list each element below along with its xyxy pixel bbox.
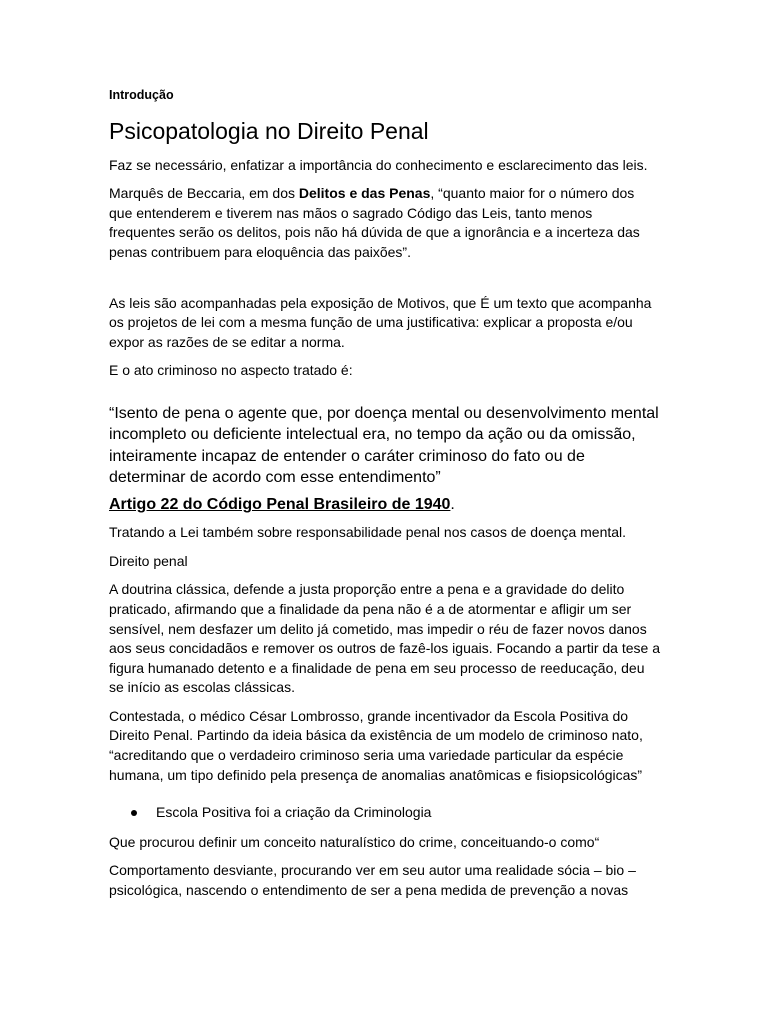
document-title: Psicopatologia no Direito Penal: [109, 117, 429, 144]
section-label: Introdução: [109, 88, 174, 102]
paragraph-importance: Faz se necessário, enfatizar a importância do conhecimento e esclarecimento das leis.: [109, 156, 648, 173]
bullet-item-text: Escola Positiva foi a criação da Criminologia: [156, 804, 432, 821]
paragraph-exposicao-motivos: As leis são acompanhadas pela exposição de Motivos, que É um texto que acompanha os projetos de lei com a mesma função de uma justificativa: explicar a proposta e/ou expor as razões de se editar a norma.: [109, 294, 652, 350]
bullet-dot-icon: [131, 810, 137, 816]
paragraph-beccaria: [109, 184, 660, 262]
paragraph-spacer: [109, 272, 660, 294]
bullet-list: [109, 803, 660, 823]
paragraph-doutrina-classica: A doutrina clássica, defende a justa proporção entre a pena e a gravidade do delito praticado, afirmando que a finalidade da pena não é a de atormentar e afligir um ser sensível, nem desfazer um delito já cometido, mas impedir o réu de fazer novos danos aos seus concidadãos e remover os outros de fazê-los iguais. Focando a partir da tese a figura humanado detento e a finalidade de pena em seu processo de reeducação, deu se início as escolas clássicas.: [109, 581, 660, 696]
legal-citation: [109, 494, 660, 515]
book-title-bold: Delitos e das Penas: [298, 185, 431, 202]
citation-link[interactable]: Artigo 22 do Código Penal Brasileiro de 1940: [109, 496, 451, 514]
citation-period: .: [450, 496, 455, 514]
paragraph-ato-criminoso: E o ato criminoso no aspecto tratado é:: [109, 362, 353, 379]
paragraph-conceito-naturalistico: Que procurou definir um conceito naturalístico do crime, conceituando-o como“: [109, 833, 600, 850]
paragraph-responsabilidade: Tratando a Lei também sobre responsabilidade penal nos casos de doença mental.: [109, 524, 627, 541]
paragraph-direito-penal-heading: Direito penal: [109, 552, 188, 569]
beccaria-intro-text: Marquês de Beccaria, em dos: [109, 185, 299, 202]
paragraph-lombrosso: Contestada, o médico César Lombrosso, grande incentivador da Escola Positiva do Direito Penal. Partindo da ideia básica da existência de um modelo de criminoso nato, “acreditando que o verdadeiro criminoso seria uma variedade particular da espécie humana, um tipo definido pela presença de anomalias anatômicas e fisiopsicológicas”: [109, 707, 643, 783]
paragraph-comportamento-desviante: Comportamento desviante, procurando ver em seu autor uma realidade sócia – bio – psicológica, nascendo o entendimento de ser a pena medida de prevenção a novas: [109, 862, 636, 899]
bullet-item: [127, 803, 660, 823]
beccaria-quote-text: , “quanto maior for o número dos que entenderem e tiverem nas mãos o sagrado Código das Leis, tanto menos frequentes serão os delitos, pois não há dúvida de que a ignorância e a incerteza das penas contribuem para eloquência das paixões”.: [109, 185, 640, 260]
legal-quote: “Isento de pena o agente que, por doença mental ou desenvolvimento mental incompleto ou deficiente intelectual era, no tempo da ação ou da omissão, inteiramente incapaz de entender o caráter criminoso do fato ou de determinar de acordo com esse entendimento”: [109, 404, 659, 486]
